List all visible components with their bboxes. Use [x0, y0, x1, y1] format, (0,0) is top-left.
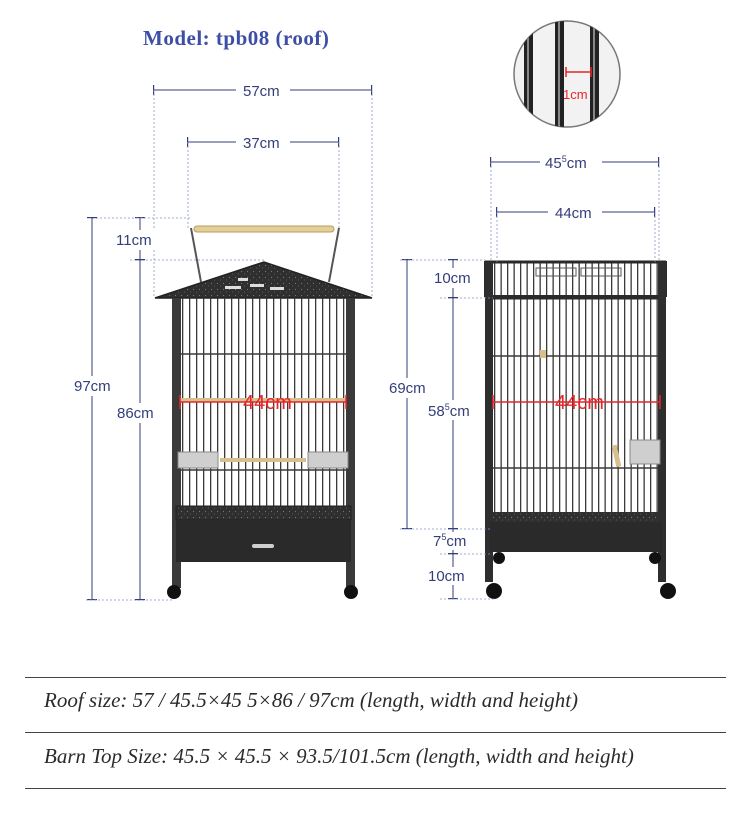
divider-middle [25, 732, 726, 733]
bar-spacing-inset [514, 15, 633, 135]
barn-top-size-spec: Barn Top Size: 45.5 × 45.5 × 93.5/101.5cm (length, width and height) [44, 744, 634, 768]
divider-bottom [25, 788, 726, 789]
handle-width-label: 37cm [243, 135, 280, 152]
barn-overall-width-label: $45^5cm$ [545, 154, 587, 172]
roof-size-spec: Roof size: 57 / 45.5×45 5×86 / 97cm (length, width and height) [44, 688, 579, 712]
barn-wheel-height-label: 10cm [428, 568, 465, 585]
overall-width-label: 57cm [243, 83, 280, 100]
barn-inner-top-width-label: 44cm [555, 205, 592, 222]
total-height-label: 97cm [74, 378, 111, 395]
body-height-label: 86cm [117, 405, 154, 422]
barn-cage-illustration [485, 262, 676, 599]
handle-height-label: 11cm [116, 232, 152, 249]
bar-spacing-label: 1cm [563, 87, 588, 102]
left-inner-width-label: 44cm [243, 392, 292, 414]
barn-base-height-label: $7^5cm$ [433, 532, 467, 550]
barn-body-height-label: $58^5cm$ [428, 402, 470, 420]
barn-total-height-label: 69cm [389, 380, 426, 397]
barn-top-height-label: 10cm [434, 270, 471, 287]
divider-top [25, 677, 726, 678]
model-title: Model: tpb08 (roof) [143, 26, 330, 50]
barn-inner-width-label: 44cm [555, 392, 604, 414]
